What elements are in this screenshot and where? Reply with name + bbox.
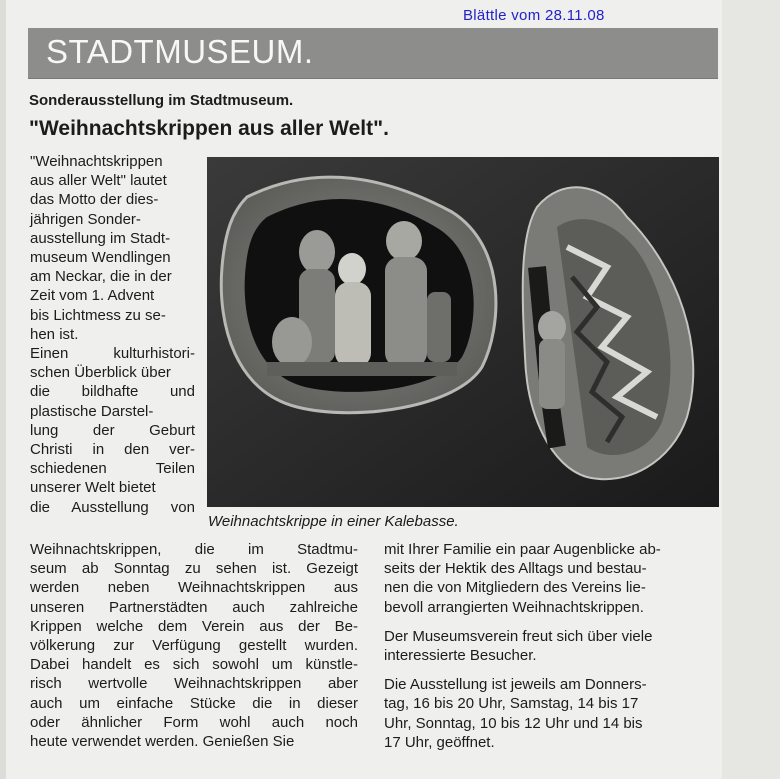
article-headline: "Weihnachtskrippen aus aller Welt". xyxy=(29,117,389,140)
text-line: aus aller Welt" lautet xyxy=(30,172,167,190)
text-line: Christi in den ver- xyxy=(30,441,195,459)
text-line: schiedenen Teilen xyxy=(30,460,195,478)
section-banner xyxy=(28,28,718,79)
text-line: risch wertvolle Weihnachtskrippen aber xyxy=(30,675,358,693)
adjacent-page-ghost xyxy=(722,0,780,779)
text-line: seits der Hektik des Alltags und bestau- xyxy=(384,560,647,578)
text-line: die bildhafte und xyxy=(30,383,195,401)
text-line: oder ähnlicher Form wohl auch noch xyxy=(30,713,358,731)
narrow-text-column xyxy=(30,152,195,517)
text-line: die Ausstellung von xyxy=(30,498,195,516)
text-line: bevoll arrangierten Weihnachtskrippen. xyxy=(384,598,644,616)
text-line: Der Museumsverein freut sich über viele xyxy=(384,627,653,645)
text-line: das Motto der dies- xyxy=(30,191,159,209)
article-kicker: Sonderausstellung im Stadtmuseum. xyxy=(29,92,294,109)
text-line: jährigen Sonder- xyxy=(30,210,141,228)
text-line: auch um einfache Stücke die in dieser xyxy=(30,694,358,712)
text-line: Die Ausstellung ist jeweils am Donners- xyxy=(384,676,647,694)
text-line: heute verwendet werden. Genießen Sie xyxy=(30,733,295,751)
text-line: Einen kulturhistori- xyxy=(30,345,195,363)
source-line: Blättle vom 28.11.08 xyxy=(463,7,605,24)
text-line: schen Überblick über xyxy=(30,364,171,382)
text-line: Dabei handelt es sich sowohl um künstle- xyxy=(30,656,358,674)
banner-title: STADTMUSEUM. xyxy=(46,33,314,70)
text-line: unseren Partnerstädten auch zahlreiche xyxy=(30,598,358,616)
text-line: am Neckar, die in der xyxy=(30,268,172,286)
paragraph-visit xyxy=(384,540,718,617)
right-text-column xyxy=(384,540,718,762)
text-line: mit Ihrer Familie ein paar Augenblicke ab- xyxy=(384,541,661,558)
text-line: Weihnachtskrippen, die im Stadtmu- xyxy=(30,541,358,558)
krippe-photo-art xyxy=(207,157,719,507)
text-line: bis Lichtmess zu se- xyxy=(30,306,166,324)
text-line: unserer Welt bietet xyxy=(30,479,156,497)
text-line: 17 Uhr, geöffnet. xyxy=(384,733,495,751)
text-line: plastische Darstel- xyxy=(30,402,154,420)
text-line: nen die von Mitgliedern des Vereins lie- xyxy=(384,579,646,597)
wide-left-text-column xyxy=(30,540,358,751)
text-line: lung der Geburt xyxy=(30,421,195,439)
text-line: hen ist. xyxy=(30,325,79,343)
text-line: museum Wendlingen xyxy=(30,249,171,267)
text-line: Uhr, Sonntag, 10 bis 12 Uhr und 14 bis xyxy=(384,714,643,732)
text-line: werden neben Weihnachtskrippen aus xyxy=(30,579,358,597)
text-line: Zeit vom 1. Advent xyxy=(30,287,155,305)
text-line: tag, 16 bis 20 Uhr, Samstag, 14 bis 17 xyxy=(384,695,639,713)
photo-caption: Weihnachtskrippe in einer Kalebasse. xyxy=(208,513,459,530)
text-line: Krippen welche dem Verein aus der Be- xyxy=(30,617,358,635)
paragraph-opening-hours xyxy=(384,675,718,752)
text-line: völkerung zur Verfügung gestellt wurden. xyxy=(30,637,358,655)
krippe-photo xyxy=(207,157,719,507)
page-edge xyxy=(0,0,6,779)
text-line: ausstellung im Stadt- xyxy=(30,229,171,247)
paragraph-visitors xyxy=(384,627,718,665)
text-line: interessierte Besucher. xyxy=(384,647,537,665)
text-line: "Weihnachtskrippen xyxy=(30,153,163,170)
text-line: seum ab Sonntag zu sehen ist. Gezeigt xyxy=(30,560,358,578)
